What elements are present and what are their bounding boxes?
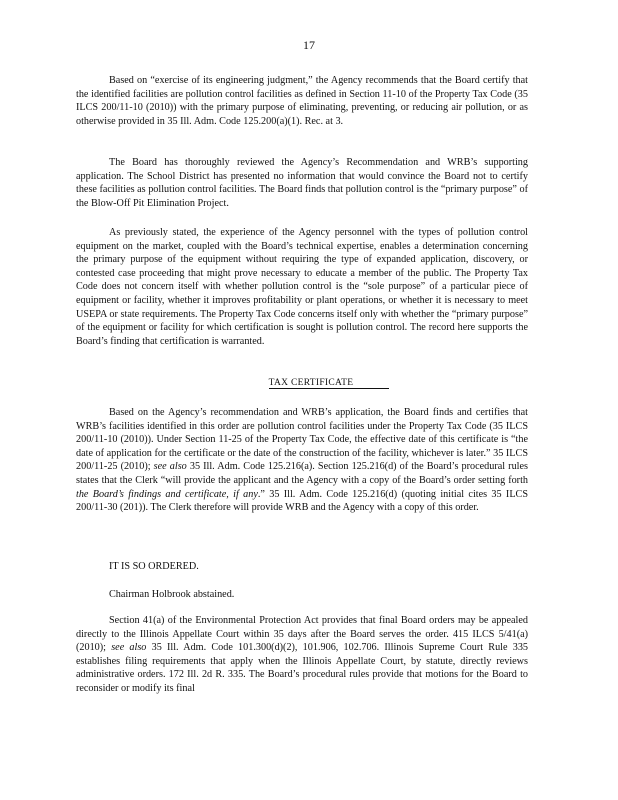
italic-signal: see also bbox=[111, 642, 147, 654]
paragraph-text: Based on “exercise of its engineering judgment,” the Agency recommends that the Board certify that the identified facilities are pollution control facilities as defined in Section 11-10 of the Property Tax Code (35 ILCS 200/11-10 (2010)) with the primary purpose of eliminating, preventing, or reducing air pollution, or as otherwise provided in 35 Ill. Adm. Code 125.200(a)(1). Rec. at 3. bbox=[76, 75, 528, 127]
paragraph-agency-recommendation bbox=[76, 74, 528, 128]
paragraph-so-ordered bbox=[76, 560, 528, 574]
text-run: 35 Ill. Adm. Code 101.300(d)(2), 101.906, 102.706. Illinois Supreme Court Rule 335 establishes filing requirements that apply when the Illinois Appellate Court, by statute, directly reviews administrative orders. 172 Ill. 2d R. 335. The Board’s procedural rules provide that motions for the Board to reconsider or modify its final bbox=[76, 642, 529, 694]
paragraph-certification bbox=[76, 406, 528, 515]
paragraph-primary-purpose bbox=[76, 226, 528, 348]
text-run: Section 41(a) of the Environmental Protection Act provides that final Board orders may be appealed directly to the Illinois Appellate Court within 35 days after the Board serves the order. 415 ILCS 5/41(a) (2010); bbox=[76, 615, 528, 654]
paragraph-appeal-rights bbox=[76, 614, 528, 696]
italic-quote: the Board’s findings and certificate, if any bbox=[76, 488, 258, 500]
text-run: Based on the Agency’s recommendation and WRB’s application, the Board finds and certifies that WRB’s facilities identified in this order are pollution control facilities under the Property Tax Code (35 ILCS 200/11-10 (2010)). Under Section 11-25 of the Property Tax Code, the effective date of this certificate is “the date of application for the certificate or the date of the construction of the facility, whichever is later.” 35 ILCS 200/11-25 (2010); bbox=[76, 407, 528, 473]
italic-signal: see also bbox=[153, 461, 187, 473]
paragraph-text: IT IS SO ORDERED. bbox=[109, 561, 199, 572]
section-heading-tax-certificate bbox=[0, 378, 618, 389]
text-run: 35 Ill. Adm. Code 125.216(a). Section 125.216(d) of the Board’s procedural rules states that the Clerk “will provide the applicant and the Agency with a copy of the Board’s order setting forth bbox=[76, 461, 528, 486]
paragraph-text: As previously stated, the experience of the Agency personnel with the types of pollution control equipment on the market, coupled with the Board’s technical expertise, enables a determination concerning the primary purpose of the equipment without requiring the type of expanded application, discovery, or contested case proceeding that might prove necessary to educate a member of the public. The Property Tax Code does not concern itself with whether pollution control is the “sole purpose” of a particular piece of equipment or facility, whether it improves profitability or plant operations, or whether it is necessary to meet USEPA or state requirements. The Property Tax Code concerns itself only with whether the “primary purpose” of the equipment or facility for which certification is sought is pollution control. The record here supports the Board’s finding that certification is warranted. bbox=[76, 227, 528, 347]
paragraph-board-review bbox=[76, 156, 528, 210]
heading-text: TAX CERTIFICATE bbox=[269, 378, 390, 389]
paragraph-text bbox=[76, 614, 528, 696]
paragraph-text: The Board has thoroughly reviewed the Agency’s Recommendation and WRB’s supporting application. The School District has presented no information that would convince the Board not to certify these facilities as pollution control facilities. The Board finds that pollution control is the “primary purpose” of the Blow-Off Pit Elimination Project. bbox=[76, 157, 528, 209]
text-run: .” 35 Ill. Adm. Code 125.216(d) (quoting initial cites 35 ILCS 200/11-30 (201)). The Clerk therefore will provide WRB and the Agency with a copy of this order. bbox=[76, 488, 528, 514]
paragraph-abstention bbox=[76, 588, 528, 602]
paragraph-text bbox=[76, 406, 528, 515]
paragraph-text: Chairman Holbrook abstained. bbox=[109, 589, 235, 600]
page-number: 17 bbox=[303, 38, 315, 52]
